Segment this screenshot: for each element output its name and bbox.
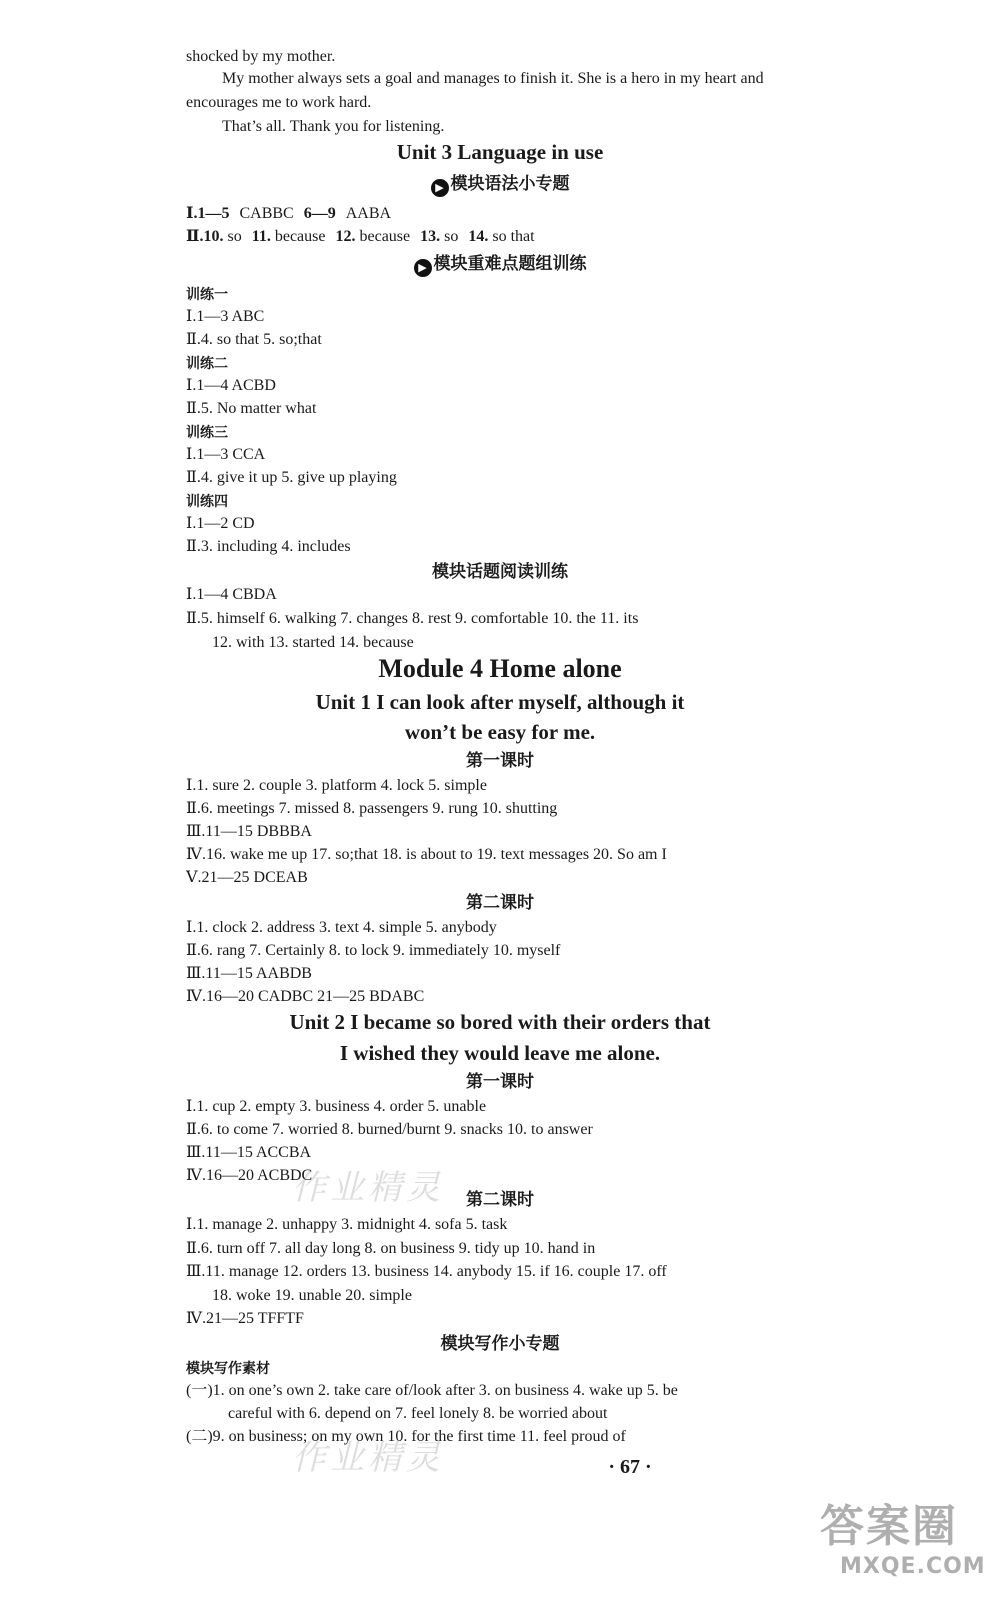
answer-line: Ⅲ.11—15 AABDB <box>186 965 312 982</box>
drill-label: 训练三 <box>186 425 228 441</box>
writing-section-heading: 模块写作小专题 <box>440 1334 560 1354</box>
answer-line: (二)9. on business; on my own 10. for the first time 11. feel proud of <box>186 1428 626 1445</box>
answer-line: Ⅰ.1—5 CABBC 6—9 AABA <box>186 205 392 222</box>
answer-line: Ⅱ.5. himself 6. walking 7. changes 8. rest 9. comfortable 10. the 11. its <box>186 610 639 627</box>
answer-line: Ⅰ.1—2 CD <box>186 515 255 532</box>
answer-line: Ⅱ.3. including 4. includes <box>186 538 351 555</box>
answer-line: Ⅱ.10. so 11. because 12. because 13. so 14. so that <box>186 228 535 245</box>
answer-line: Ⅳ.16—20 ACBDC <box>186 1167 313 1184</box>
essay-line: shocked by my mother. <box>186 48 336 65</box>
materials-label: 模块写作素材 <box>186 1361 270 1377</box>
essay-line: encourages me to work hard. <box>186 94 372 111</box>
reading-section-heading: 模块话题阅读训练 <box>432 562 568 582</box>
answer-line: Ⅳ.16—20 CADBC 21—25 BDABC <box>186 988 425 1005</box>
essay-line: My mother always sets a goal and manages to finish it. She is a hero in my heart and <box>222 70 764 87</box>
answer-line: Ⅲ.11. manage 12. orders 13. business 14. anybody 15. if 16. couple 17. off <box>186 1263 667 1280</box>
answer-line: Ⅲ.11—15 ACCBA <box>186 1144 312 1161</box>
answer-line: careful with 6. depend on 7. feel lonely 8. be worried about <box>228 1405 608 1422</box>
essay-line: That’s all. Thank you for listening. <box>222 118 445 135</box>
answer-line: Ⅲ.11—15 DBBBA <box>186 823 312 840</box>
answer-line: 12. with 13. started 14. because <box>212 634 414 651</box>
drill-label: 训练四 <box>186 494 228 510</box>
lesson-heading: 第二课时 <box>466 1190 534 1210</box>
answer-line: Ⅱ.4. give it up 5. give up playing <box>186 469 397 486</box>
drill-label: 训练二 <box>186 356 228 372</box>
answer-line: Ⅴ.21—25 DCEAB <box>186 869 308 886</box>
unit1-title-line2: won’t be easy for me. <box>404 720 596 744</box>
answer-line: Ⅱ.5. No matter what <box>186 400 317 417</box>
lesson-heading: 第二课时 <box>466 893 534 913</box>
answer-line: Ⅰ.1. cup 2. empty 3. business 4. order 5. unable <box>186 1098 487 1115</box>
answer-line: Ⅰ.1—4 ACBD <box>186 377 276 394</box>
play-arrow-icon: ▶ <box>431 179 449 197</box>
answer-line: Ⅰ.1—3 CCA <box>186 446 266 463</box>
grammar-section-heading: ▶ 模块语法小专题 <box>0 172 1000 197</box>
watermark: 作业精灵 <box>292 1168 444 1208</box>
answer-line: Ⅳ.16. wake me up 17. so;that 18. is about to 19. text messages 20. So am I <box>186 846 667 863</box>
answer-line: Ⅰ.1. clock 2. address 3. text 4. simple 5. anybody <box>186 919 497 936</box>
answer-line: Ⅱ.4. so that 5. so;that <box>186 331 322 348</box>
answer-line: Ⅱ.6. rang 7. Certainly 8. to lock 9. immediately 10. myself <box>186 942 561 959</box>
page-number: · 67 · <box>608 1456 652 1478</box>
answer-line: Ⅱ.6. turn off 7. all day long 8. on business 9. tidy up 10. hand in <box>186 1240 596 1257</box>
unit3-title: Unit 3 Language in use <box>396 140 604 164</box>
unit1-title-line1: Unit 1 I can look after myself, although it <box>315 690 685 714</box>
watermark: 作业精灵 <box>292 1438 444 1478</box>
unit2-title-line2: I wished they would leave me alone. <box>339 1041 661 1065</box>
answer-line: Ⅰ.1—4 CBDA <box>186 586 277 603</box>
answer-line: Ⅰ.1—3 ABC <box>186 308 265 325</box>
play-arrow-icon: ▶ <box>414 259 432 277</box>
site-logo: 答案圈 MXQE.COM <box>820 1501 986 1579</box>
answer-line: Ⅱ.6. to come 7. worried 8. burned/burnt 9. snacks 10. to answer <box>186 1121 593 1138</box>
answer-line: Ⅱ.6. meetings 7. missed 8. passengers 9. rung 10. shutting <box>186 800 558 817</box>
drill-label: 训练一 <box>186 287 228 303</box>
answer-line: (一)1. on one’s own 2. take care of/look after 3. on business 4. wake up 5. be <box>186 1382 678 1399</box>
answer-line: Ⅰ.1. sure 2. couple 3. platform 4. lock 5. simple <box>186 777 487 794</box>
answer-line: Ⅳ.21—25 TFFTF <box>186 1310 304 1327</box>
unit2-title-line1: Unit 2 I became so bored with their orders that <box>289 1010 711 1034</box>
lesson-heading: 第一课时 <box>466 1072 534 1092</box>
lesson-heading: 第一课时 <box>466 751 534 771</box>
module4-title: Module 4 Home alone <box>378 654 622 683</box>
drill-section-heading: ▶ 模块重难点题组训练 <box>0 252 1000 277</box>
answer-line: Ⅰ.1. manage 2. unhappy 3. midnight 4. sofa 5. task <box>186 1216 508 1233</box>
answer-line: 18. woke 19. unable 20. simple <box>212 1287 412 1304</box>
